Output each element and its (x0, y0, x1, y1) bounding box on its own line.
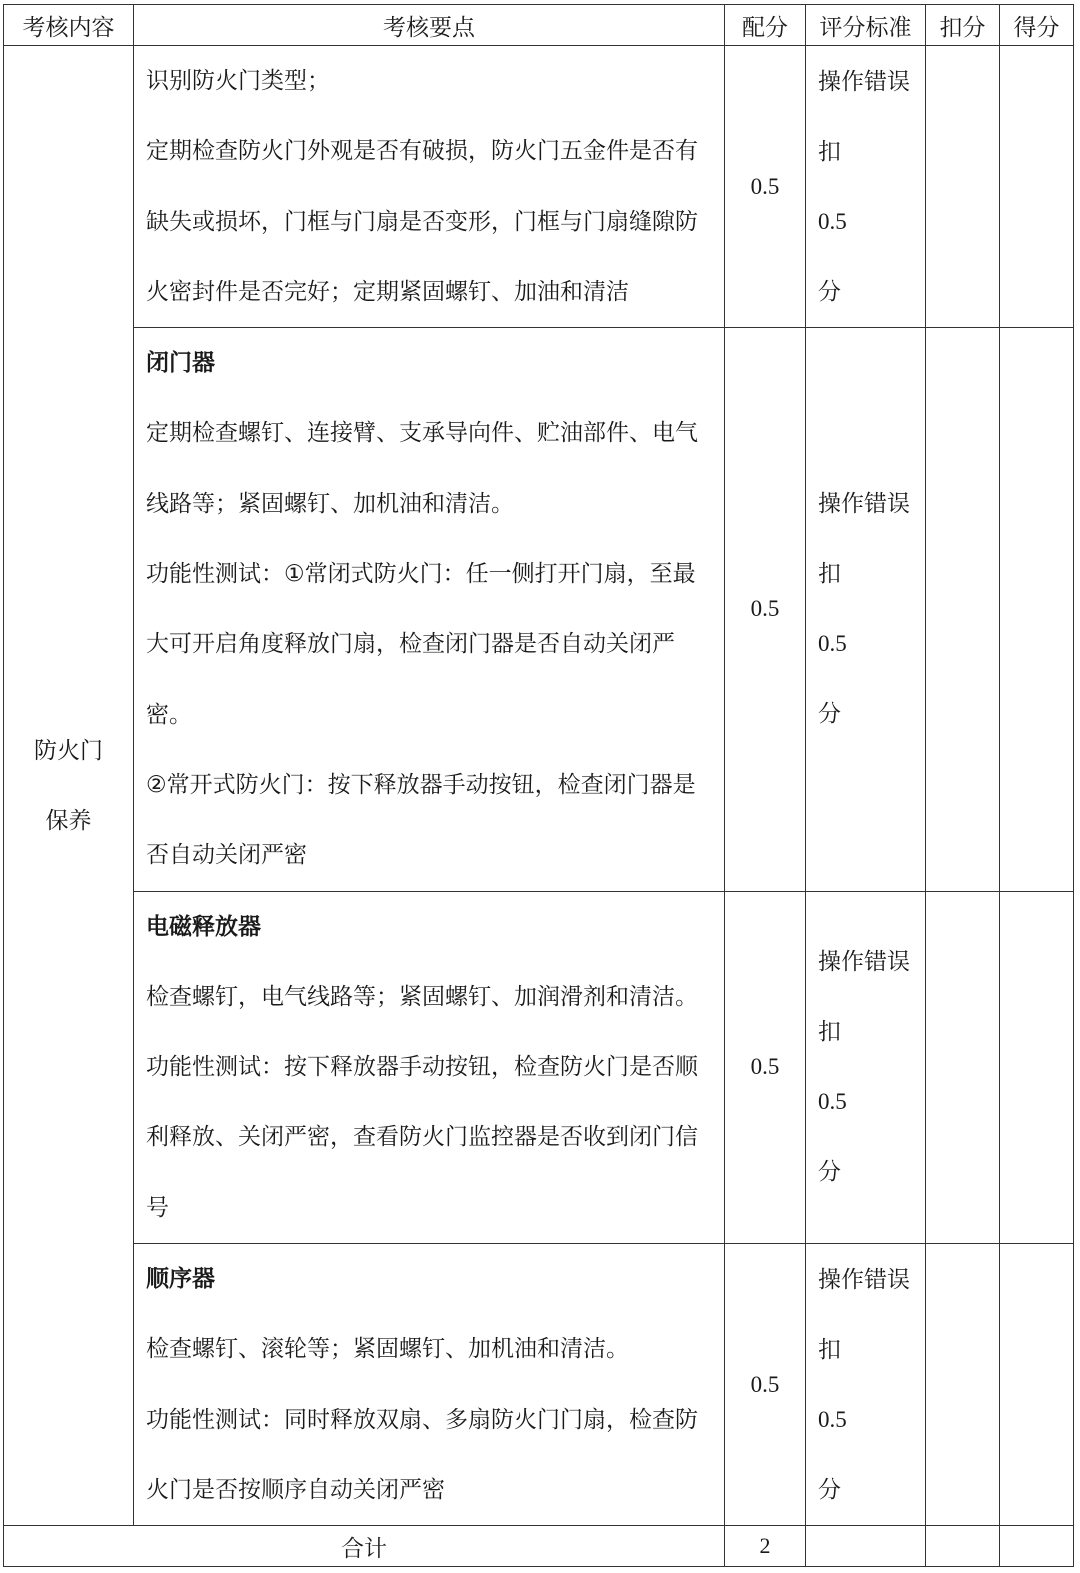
content-line: 号 (146, 1194, 169, 1221)
category-cell (4, 46, 134, 1526)
total-row (4, 1526, 1074, 1567)
content-line: 检查螺钉，电气线路等；紧固螺钉、加润滑剂和清洁。 (146, 983, 698, 1010)
obtained-cell (1000, 46, 1074, 328)
content-cell (134, 1244, 725, 1526)
obtained-cell (1000, 891, 1074, 1243)
standard-cell (806, 328, 926, 891)
header-content: 考核要点 (134, 5, 725, 46)
content-line: ②常开式防火门：按下释放器手动按钮，检查闭门器是 (146, 771, 696, 798)
standard-line: 操作错误 (818, 68, 910, 95)
total-score: 2 (725, 1526, 806, 1567)
table-row (4, 891, 1074, 1243)
deduct-cell (926, 46, 1000, 328)
score-cell: 0.5 (725, 891, 806, 1243)
obtained-cell (1000, 1244, 1074, 1526)
standard-line: 扣 0.5 分 (818, 561, 847, 728)
content-line: 识别防火门类型； (146, 68, 330, 94)
assessment-table (3, 4, 1074, 1567)
content-line: 密。 (146, 701, 192, 728)
total-deduct-cell (926, 1526, 1000, 1567)
content-line: 火门是否按顺序自动关闭严密 (146, 1476, 445, 1503)
table-row (4, 46, 1074, 328)
standard-line: 扣 0.5 分 (818, 138, 847, 305)
content-cell (134, 328, 725, 891)
header-score: 配分 (725, 5, 806, 46)
score-cell: 0.5 (725, 46, 806, 328)
content-line: 检查螺钉、滚轮等；紧固螺钉、加机油和清洁。 (146, 1336, 629, 1363)
standard-line: 扣 0.5 分 (818, 1336, 847, 1503)
content-line: 功能性测试：同时释放双扇、多扇防火门门扇，检查防 (146, 1406, 698, 1433)
standard-cell (806, 46, 926, 328)
content-line: 功能性测试：①常闭式防火门：任一侧打开门扇，至最 (146, 561, 696, 588)
standard-line: 操作错误 (818, 1266, 910, 1293)
standard-cell (806, 891, 926, 1243)
total-label: 合计 (4, 1526, 725, 1567)
deduct-cell (926, 891, 1000, 1243)
content-line: 线路等；紧固螺钉、加机油和清洁。 (146, 490, 514, 517)
content-line: 否自动关闭严密 (146, 842, 307, 869)
content-line: 定期检查防火门外观是否有破损，防火门五金件是否有 (146, 138, 698, 165)
standard-cell (806, 1244, 926, 1526)
content-title: 电磁释放器 (146, 913, 261, 940)
obtained-cell (1000, 328, 1074, 891)
header-obtained: 得分 (1000, 5, 1074, 46)
header-row (4, 5, 1074, 46)
table-row (4, 328, 1074, 891)
content-cell (134, 46, 725, 328)
category-line: 保养 (45, 807, 92, 834)
content-title: 闭门器 (146, 350, 215, 377)
content-line: 利释放、关闭严密，查看防火门监控器是否收到闭门信 (146, 1124, 698, 1151)
standard-line: 操作错误 (818, 949, 910, 976)
total-obtained-cell (1000, 1526, 1074, 1567)
standard-line: 操作错误 (818, 491, 910, 518)
table-row (4, 1244, 1074, 1526)
content-line: 火密封件是否完好；定期紧固螺钉、加油和清洁 (146, 278, 629, 305)
content-line: 功能性测试：按下释放器手动按钮，检查防火门是否顺 (146, 1054, 698, 1081)
header-category: 考核内容 (4, 5, 134, 46)
total-standard-cell (806, 1526, 926, 1567)
standard-line: 扣 0.5 分 (818, 1019, 847, 1186)
content-line: 定期检查螺钉、连接臂、支承导向件、贮油部件、电气 (146, 420, 698, 447)
header-deduct: 扣分 (926, 5, 1000, 46)
category-line: 防火门 (34, 737, 103, 764)
content-cell (134, 891, 725, 1243)
score-cell: 0.5 (725, 328, 806, 891)
deduct-cell (926, 328, 1000, 891)
content-title: 顺序器 (146, 1266, 215, 1293)
content-line: 大可开启角度释放门扇，检查闭门器是否自动关闭严 (146, 631, 675, 658)
header-standard: 评分标准 (806, 5, 926, 46)
score-cell: 0.5 (725, 1244, 806, 1526)
content-line: 缺失或损坏，门框与门扇是否变形，门框与门扇缝隙防 (146, 208, 698, 235)
deduct-cell (926, 1244, 1000, 1526)
